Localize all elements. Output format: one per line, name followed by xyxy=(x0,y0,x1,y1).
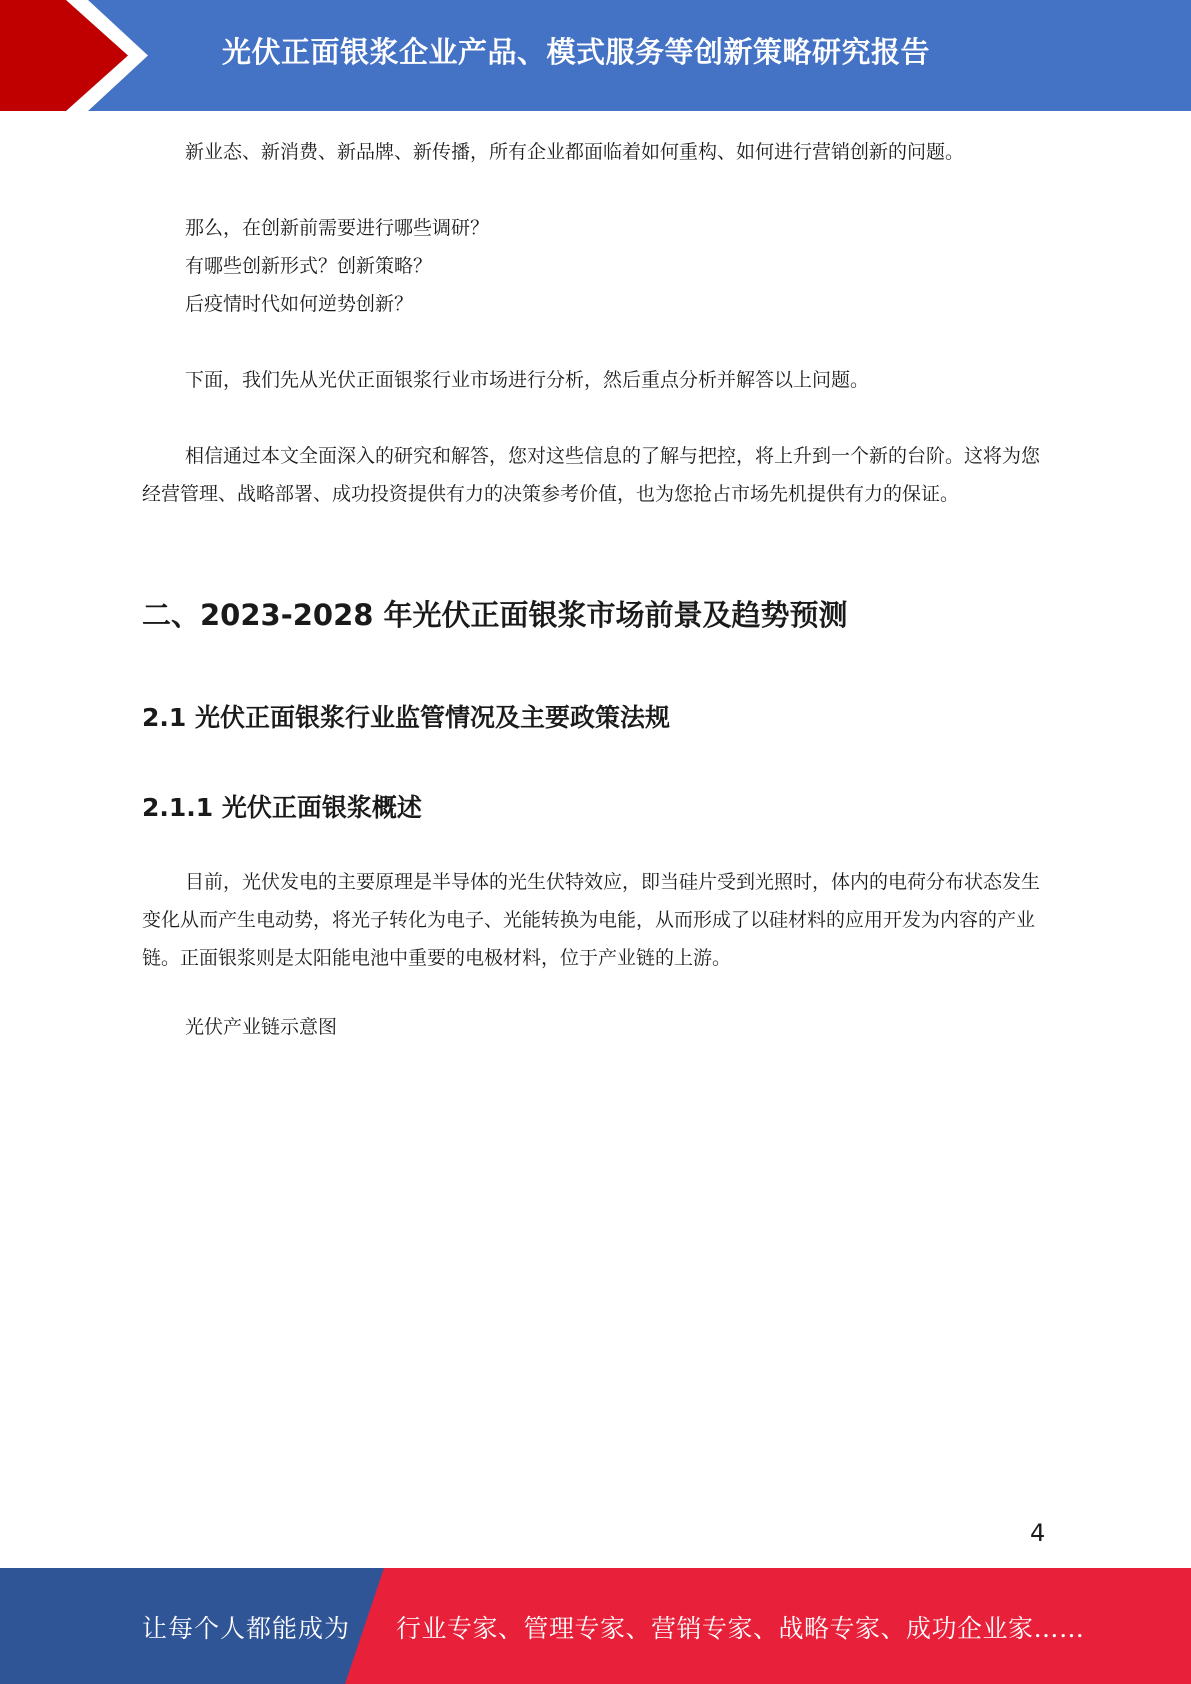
question-3: 后疫情时代如何逆势创新？ xyxy=(185,293,414,315)
figure-caption: 光伏产业链示意图 xyxy=(185,1016,338,1038)
header-chevron-decoration xyxy=(0,0,160,111)
paragraph-analysis: 下面，我们先从光伏正面银浆行业市场进行分析，然后重点分析并解答以上问题。 xyxy=(185,369,870,391)
question-1: 那么，在创新前需要进行哪些调研？ xyxy=(185,217,490,239)
paragraph-value: 相信通过本文全面深入的研究和解答，您对这些信息的了解与把控，将上升到一个新的台阶。这将为您经营管理、战略部署、成功投资提供有力的决策参考价值，也为您抢占市场先机提供有力的保证。 xyxy=(142,445,1041,505)
subsubsection-heading: 2.1.1 光伏正面银浆概述 xyxy=(142,793,422,822)
page-footer xyxy=(0,1568,1191,1684)
paragraph-overview: 目前，光伏发电的主要原理是半导体的光生伏特效应，即当硅片受到光照时，体内的电荷分布状态发生变化从而产生电动势，将光子转化为电子、光能转换为电能，从而形成了以硅材料的应用开发为内容的产业链。正面银浆则是太阳能电池中重要的电极材料，位于产业链的上游。 xyxy=(142,871,1041,969)
footer-slogan-right: 行业专家、管理专家、营销专家、战略专家、成功企业家…… xyxy=(396,1614,1085,1643)
footer-slogan-left: 让每个人都能成为 xyxy=(142,1614,351,1643)
subsection-heading: 2.1 光伏正面银浆行业监管情况及主要政策法规 xyxy=(142,703,670,732)
section-heading: 二、2023-2028 年光伏正面银浆市场前景及趋势预测 xyxy=(142,598,848,632)
question-2: 有哪些创新形式？创新策略？ xyxy=(185,255,433,277)
paragraph-intro: 新业态、新消费、新品牌、新传播，所有企业都面临着如何重构、如何进行营销创新的问题。 xyxy=(185,141,965,163)
page-header xyxy=(0,0,1191,111)
header-title: 光伏正面银浆企业产品、模式服务等创新策略研究报告 xyxy=(222,35,931,69)
page-number: 4 xyxy=(1030,1519,1046,1547)
